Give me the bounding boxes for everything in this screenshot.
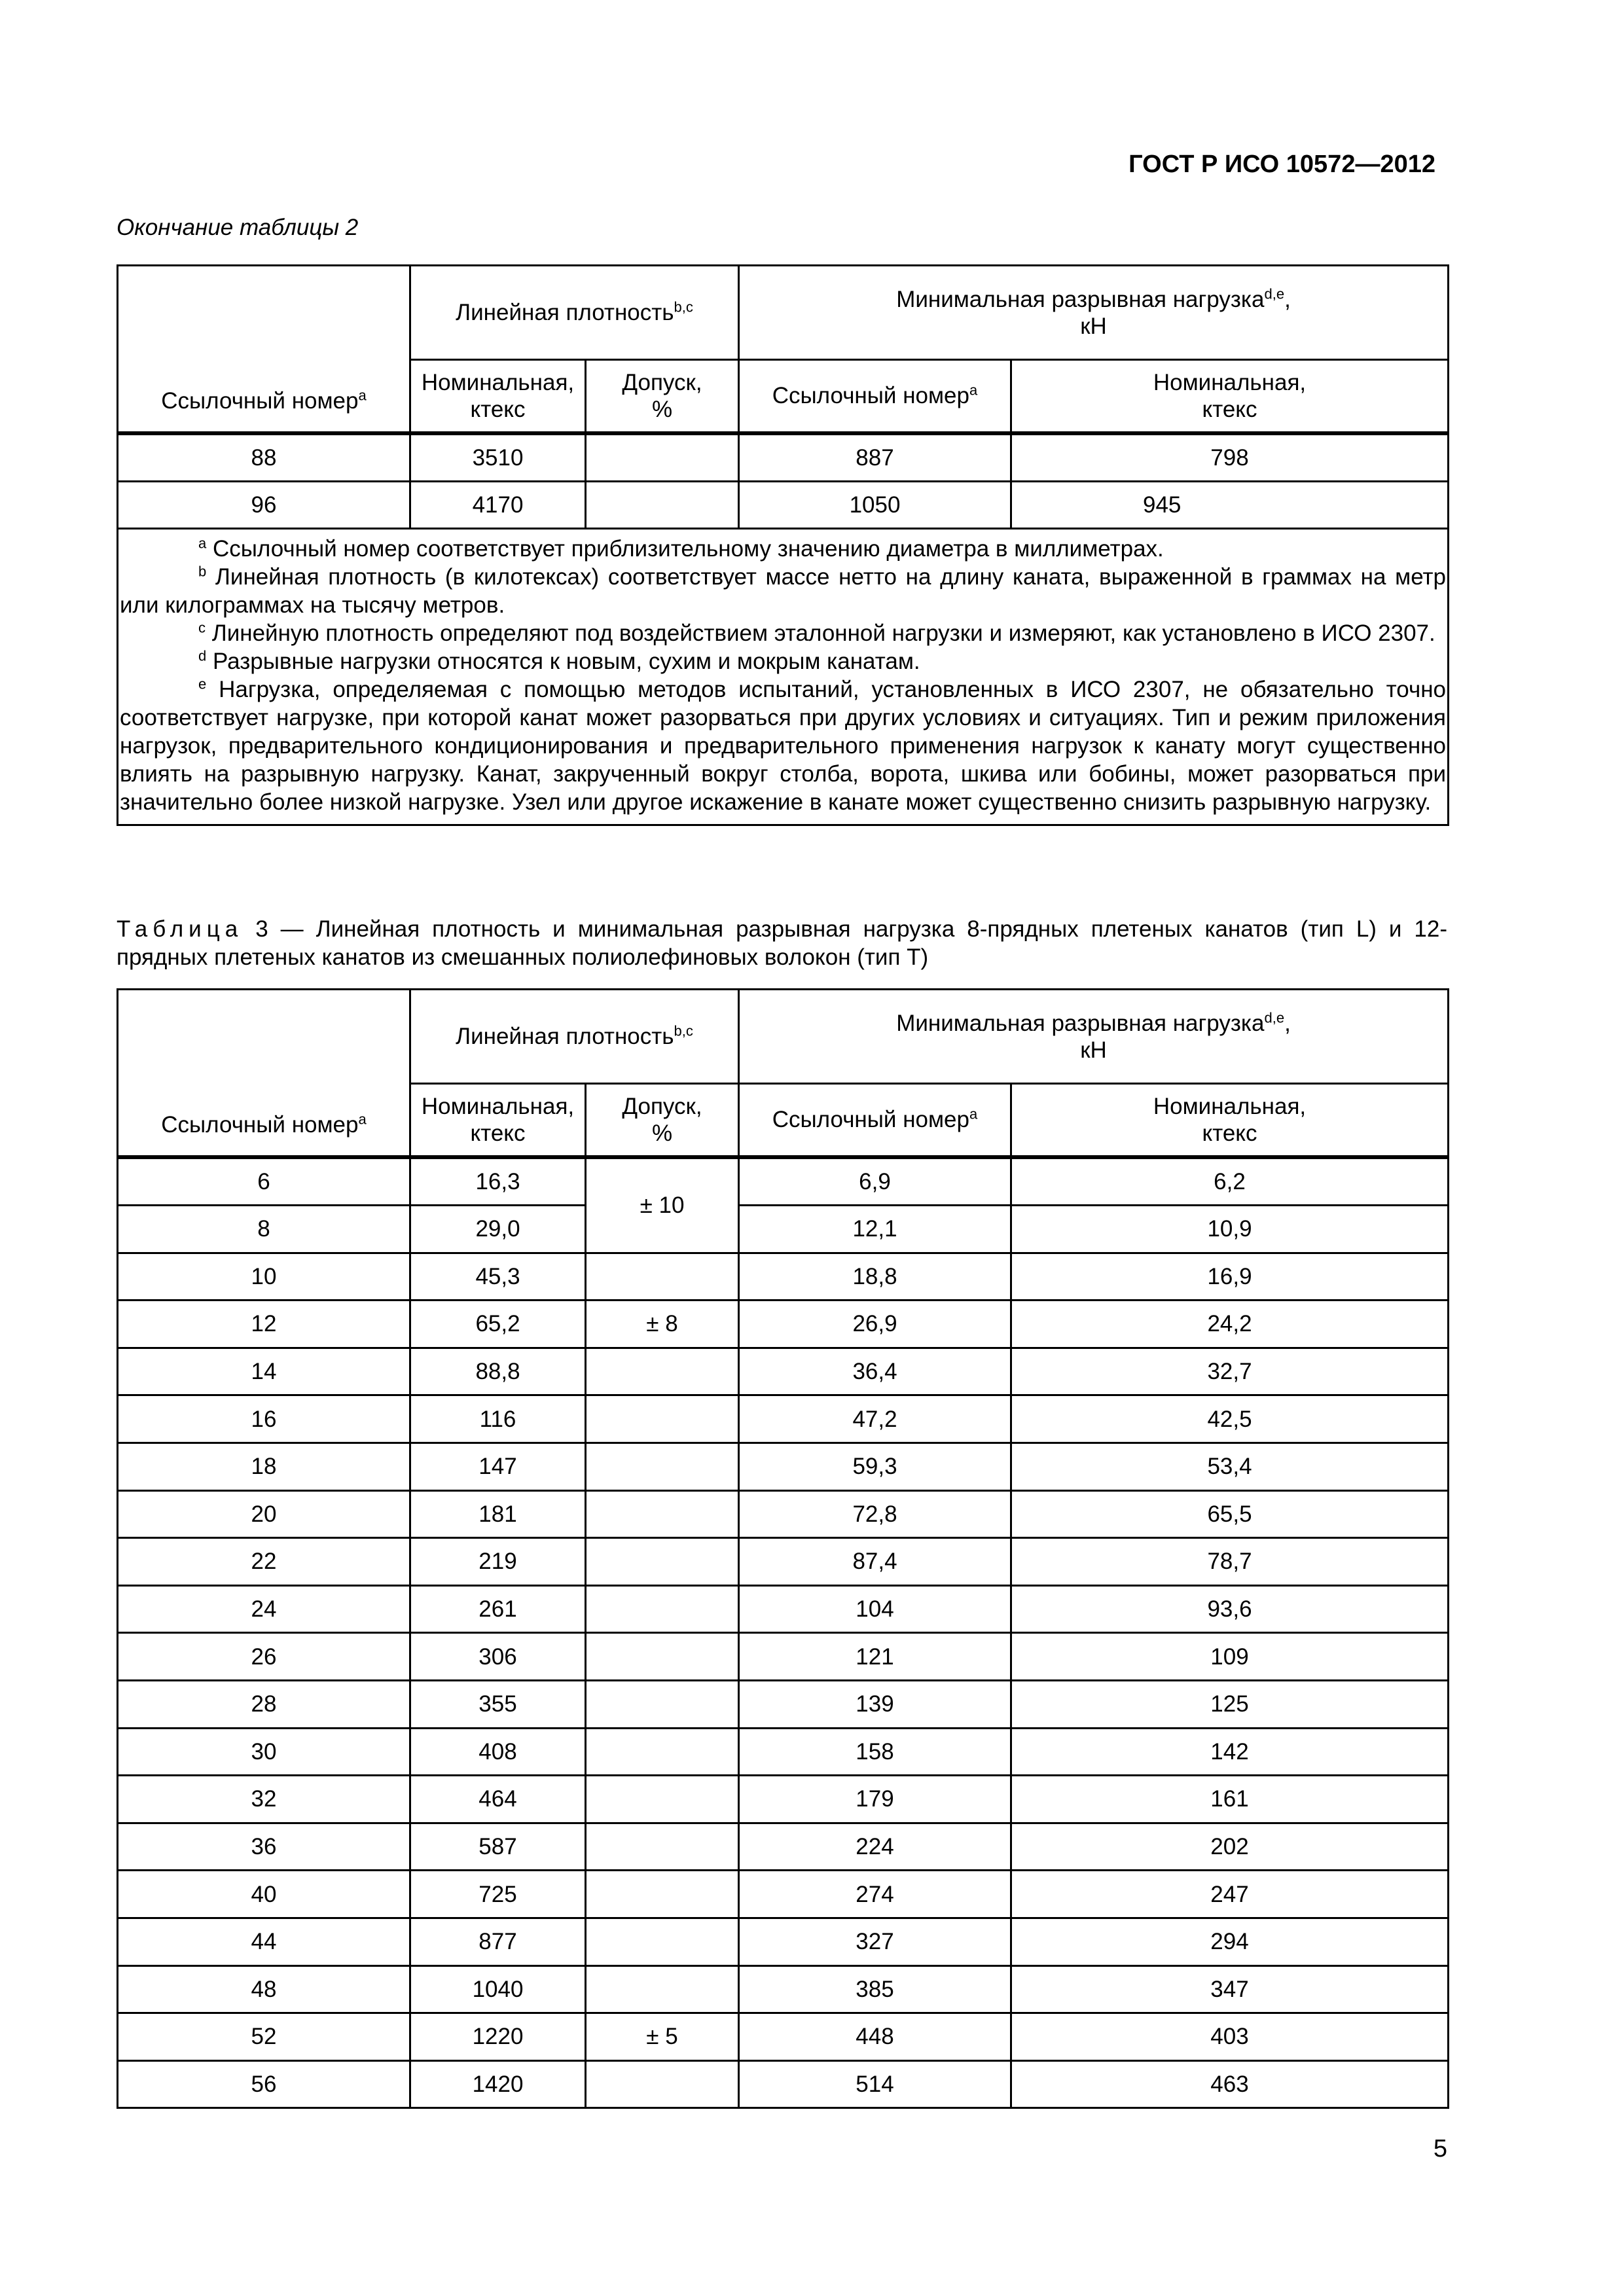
- cell-tolerance: [586, 1348, 739, 1395]
- cell-nominal: 587: [410, 1823, 586, 1871]
- cell-tolerance: [586, 1443, 739, 1490]
- cell-tolerance: [586, 1918, 739, 1965]
- cell-ref2: 887: [739, 433, 1011, 482]
- cell-nominal2: 10,9: [1011, 1206, 1449, 1253]
- cell-ref: 22: [118, 1538, 410, 1586]
- cell-nominal2: 53,4: [1011, 1443, 1449, 1490]
- header-nominal-2: Номинальная, ктекс: [1011, 1084, 1449, 1157]
- cell-nominal2: 16,9: [1011, 1253, 1449, 1300]
- cell-nominal: 147: [410, 1443, 586, 1490]
- cell-nominal: 725: [410, 1871, 586, 1918]
- cell-tolerance: ± 5: [586, 2013, 739, 2061]
- cell-ref2: 59,3: [739, 1443, 1011, 1490]
- cell-ref: 40: [118, 1871, 410, 1918]
- cell-nominal2: 32,7: [1011, 1348, 1449, 1395]
- cell-nominal: 306: [410, 1633, 586, 1681]
- cell-tolerance: [586, 1538, 739, 1586]
- cell-nominal2: 294: [1011, 1918, 1449, 1965]
- cell-ref: 20: [118, 1490, 410, 1538]
- cell-nominal2: 142: [1011, 1728, 1449, 1776]
- header-nominal-2: Номинальная, ктекс: [1011, 360, 1449, 433]
- cell-nominal2: 24,2: [1011, 1300, 1449, 1348]
- cell-nominal: 1420: [410, 2060, 586, 2108]
- cell-ref: 44: [118, 1918, 410, 1965]
- cell-ref2: 158: [739, 1728, 1011, 1776]
- cell-ref2: 514: [739, 2060, 1011, 2108]
- cell-tolerance: [586, 1680, 739, 1728]
- cell-nominal2: 202: [1011, 1823, 1449, 1871]
- cell-ref: 24: [118, 1585, 410, 1633]
- cell-ref2: 224: [739, 1823, 1011, 1871]
- cell-ref2: 87,4: [739, 1538, 1011, 1586]
- cell-tolerance: [586, 1395, 739, 1443]
- cell-ref2: 179: [739, 1776, 1011, 1823]
- cell-ref2: 1050: [739, 482, 1011, 529]
- cell-tolerance: [586, 1490, 739, 1538]
- cell-tolerance: ± 8: [586, 1300, 739, 1348]
- header-ref-number: Ссылочный номер$^a$: [118, 990, 410, 1157]
- cell-nominal2: 247: [1011, 1871, 1449, 1918]
- cell-ref: 56: [118, 2060, 410, 2108]
- table-row: [118, 1871, 1449, 1918]
- cell-ref: 32: [118, 1776, 410, 1823]
- table-row: [118, 1823, 1449, 1871]
- cell-tolerance: [586, 482, 739, 529]
- header-tolerance: Допуск, %: [586, 1084, 739, 1157]
- cell-ref: 30: [118, 1728, 410, 1776]
- cell-ref: 12: [118, 1300, 410, 1348]
- cell-tolerance: [586, 1823, 739, 1871]
- table-notes: [118, 529, 1449, 825]
- table-row: [118, 1965, 1449, 2013]
- cell-nominal: 219: [410, 1538, 586, 1586]
- cell-nominal: 45,3: [410, 1253, 586, 1300]
- cell-nominal2: 42,5: [1011, 1395, 1449, 1443]
- cell-tolerance: [586, 1633, 739, 1681]
- cell-ref: 14: [118, 1348, 410, 1395]
- cell-tolerance: [586, 1585, 739, 1633]
- cell-nominal2: 78,7: [1011, 1538, 1449, 1586]
- table-row: [118, 1680, 1449, 1728]
- cell-ref2: 448: [739, 2013, 1011, 2061]
- cell-nominal2: 347: [1011, 1965, 1449, 2013]
- cell-ref: 96: [118, 482, 410, 529]
- table-row: [118, 433, 1449, 482]
- cell-nominal2: 945: [1011, 482, 1449, 529]
- cell-ref2: 26,9: [739, 1300, 1011, 1348]
- table-row: [118, 1490, 1449, 1538]
- cell-tolerance: [586, 1871, 739, 1918]
- cell-ref: 88: [118, 433, 410, 482]
- cell-nominal: 65,2: [410, 1300, 586, 1348]
- table-continuation-label: Окончание таблицы 2: [117, 215, 359, 240]
- cell-ref: 10: [118, 1253, 410, 1300]
- cell-ref2: 121: [739, 1633, 1011, 1681]
- cell-nominal: 4170: [410, 482, 586, 529]
- table-row: [118, 1585, 1449, 1633]
- cell-ref2: 36,4: [739, 1348, 1011, 1395]
- cell-nominal: 29,0: [410, 1206, 586, 1253]
- table-row: [118, 2013, 1449, 2061]
- cell-ref: 16: [118, 1395, 410, 1443]
- cell-ref: 26: [118, 1633, 410, 1681]
- table-row: [118, 1918, 1449, 1965]
- note-e: $^e$ Нагрузка, определяемая с помощью методов испытаний, установленных в ИСО 2307, не обязательно точно соответствует нагрузке, при которой канат может разорваться при других условиях и ситуациях. Тип и режим приложения нагрузок, предварительного кондиционирования и предварительного применения нагрузок к канату могут существенно влиять на разрывную нагрузку. Канат, закрученный вокруг столба, ворота, шкива или бобины, может разорваться при значительно более низкой нагрузке. Узел или другое искажение в канате может существенно снизить разрывную нагрузку.: [120, 675, 1447, 815]
- cell-ref2: 139: [739, 1680, 1011, 1728]
- cell-nominal: 3510: [410, 433, 586, 482]
- document-id: ГОСТ Р ИСО 10572—2012: [1128, 151, 1435, 178]
- cell-nominal: 261: [410, 1585, 586, 1633]
- header-nominal: Номинальная, ктекс: [410, 360, 586, 433]
- cell-nominal: 181: [410, 1490, 586, 1538]
- cell-ref2: 72,8: [739, 1490, 1011, 1538]
- cell-nominal2: 125: [1011, 1680, 1449, 1728]
- cell-tolerance: [586, 1965, 739, 2013]
- table-row: [118, 1253, 1449, 1300]
- cell-ref: 28: [118, 1680, 410, 1728]
- cell-tolerance: [586, 433, 739, 482]
- table-row: [118, 1157, 1449, 1206]
- cell-nominal2: 109: [1011, 1633, 1449, 1681]
- table-row: [118, 1348, 1449, 1395]
- cell-nominal2: 65,5: [1011, 1490, 1449, 1538]
- cell-nominal: 1040: [410, 1965, 586, 2013]
- cell-ref2: 12,1: [739, 1206, 1011, 1253]
- cell-nominal: 877: [410, 1918, 586, 1965]
- cell-ref: 6: [118, 1157, 410, 1206]
- table-row: [118, 1776, 1449, 1823]
- table-3: [117, 988, 1449, 2109]
- cell-ref: 8: [118, 1206, 410, 1253]
- cell-ref2: 274: [739, 1871, 1011, 1918]
- cell-ref: 48: [118, 1965, 410, 2013]
- table-row: [118, 1395, 1449, 1443]
- cell-tolerance: ± 10: [586, 1157, 739, 1253]
- cell-ref2: 6,9: [739, 1157, 1011, 1206]
- cell-nominal: 464: [410, 1776, 586, 1823]
- header-linear-density: Линейная плотность$^{b,c}$: [410, 266, 739, 360]
- cell-nominal2: 161: [1011, 1776, 1449, 1823]
- table-row: [118, 2060, 1449, 2108]
- header-ref-number-2: Ссылочный номер$^a$: [739, 1084, 1011, 1157]
- note-a: $^a$ Ссылочный номер соответствует приблизительному значению диаметра в миллиметрах.: [198, 535, 1164, 562]
- note-c: $^c$ Линейную плотность определяют под воздействием эталонной нагрузки и измеряют, как установлено в ИСО 2307.: [198, 619, 1435, 646]
- note-d: $^d$ Разрывные нагрузки относятся к новым, сухим и мокрым канатам.: [198, 647, 920, 674]
- cell-tolerance: [586, 1728, 739, 1776]
- cell-ref2: 104: [739, 1585, 1011, 1633]
- cell-tolerance: [586, 1776, 739, 1823]
- cell-ref2: 385: [739, 1965, 1011, 2013]
- cell-tolerance: [586, 1253, 739, 1300]
- cell-nominal: 16,3: [410, 1157, 586, 1206]
- note-b: $^b$ Линейная плотность (в килотексах) соответствует массе нетто на длину каната, выраженной в граммах на метр или килограммах на тысячу метров.: [120, 563, 1446, 618]
- cell-nominal2: 403: [1011, 2013, 1449, 2061]
- cell-nominal: 408: [410, 1728, 586, 1776]
- cell-ref2: 47,2: [739, 1395, 1011, 1443]
- header-min-break-load: Минимальная разрывная нагрузка$^{d,e}$, кН: [739, 990, 1449, 1084]
- header-nominal: Номинальная, ктекс: [410, 1084, 586, 1157]
- cell-tolerance: [586, 2060, 739, 2108]
- header-tolerance: Допуск, %: [586, 360, 739, 433]
- table-row: [118, 1443, 1449, 1490]
- header-ref-number: Ссылочный номер$^a$: [118, 266, 410, 433]
- cell-ref2: 327: [739, 1918, 1011, 1965]
- table-row: [118, 1728, 1449, 1776]
- header-linear-density: Линейная плотность$^{b,c}$: [410, 990, 739, 1084]
- table-row: [118, 1633, 1449, 1681]
- header-min-break-load: Минимальная разрывная нагрузка$^{d,e}$, кН: [739, 266, 1449, 360]
- table-row: [118, 482, 1449, 529]
- cell-nominal2: 463: [1011, 2060, 1449, 2108]
- table-row: [118, 1538, 1449, 1586]
- cell-ref2: 18,8: [739, 1253, 1011, 1300]
- cell-nominal: 1220: [410, 2013, 586, 2061]
- table-row: [118, 1300, 1449, 1348]
- cell-nominal: 116: [410, 1395, 586, 1443]
- header-ref-number-2: Ссылочный номер$^a$: [739, 360, 1011, 433]
- cell-ref: 52: [118, 2013, 410, 2061]
- table-row: [118, 1206, 1449, 1253]
- page-number: 5: [1433, 2135, 1447, 2162]
- table-3-caption: Таблица 3 — Линейная плотность и минимальная разрывная нагрузка 8-прядных плетеных канатов (тип L) и 12-прядных плетеных канатов из смешанных полиолефиновых волокон (тип Т): [117, 916, 1447, 970]
- cell-ref: 36: [118, 1823, 410, 1871]
- cell-nominal: 88,8: [410, 1348, 586, 1395]
- cell-nominal2: 93,6: [1011, 1585, 1449, 1633]
- cell-nominal2: 798: [1011, 433, 1449, 482]
- cell-nominal2: 6,2: [1011, 1157, 1449, 1206]
- cell-nominal: 355: [410, 1680, 586, 1728]
- table-2: [117, 264, 1449, 826]
- cell-ref: 18: [118, 1443, 410, 1490]
